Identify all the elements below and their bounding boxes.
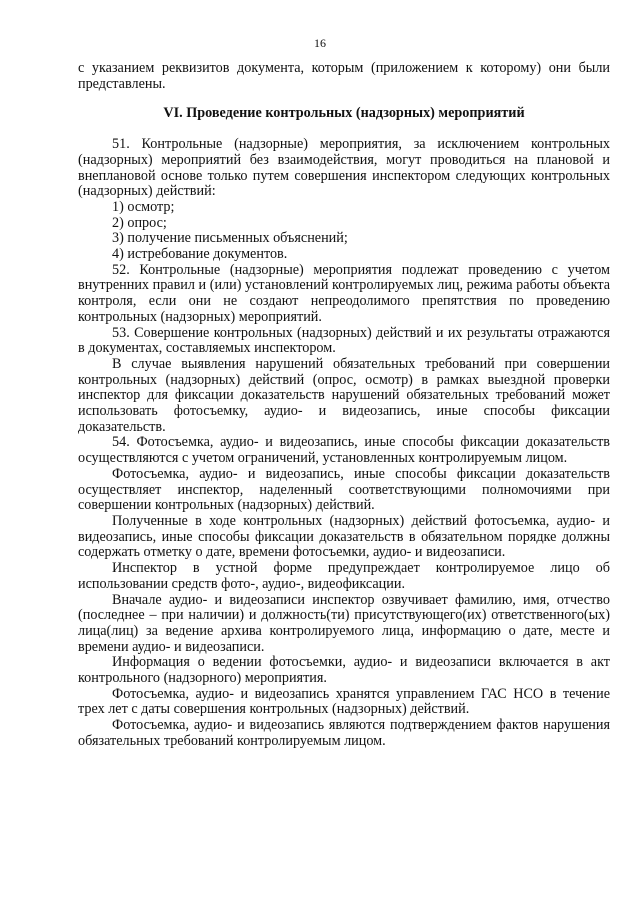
- page-number: 16: [314, 36, 326, 50]
- paragraph-54-d: Вначале аудио- и видеозаписи инспектор озвучивает фамилию, имя, отчество (последнее – при наличии) и должность(ти) присутствующего(их) ответственного(ых) лица(лиц) за ведение архива контролируемого лица, информацию о дате, месте и времени аудио- и видеозаписи.: [78, 591, 610, 655]
- paragraph-54-a: Фотосъемка, аудио- и видеозапись, иные способы фиксации доказательств осуществляет инспектор, наделенный соответствующими полномочиями при совершении контрольных (надзорных) действий.: [78, 465, 610, 514]
- list-item-4: 4) истребование документов.: [112, 246, 288, 263]
- list-item-3: 3) получение письменных объяснений;: [112, 230, 348, 247]
- paragraph-54-g: Фотосъемка, аудио- и видеозапись являются подтверждением фактов нарушения обязательных требований контролируемым лицом.: [78, 717, 610, 749]
- list-item-2: 2) опрос;: [112, 214, 167, 231]
- paragraph-54-b: Полученные в ходе контрольных (надзорных) действий фотосъемка, аудио- и видеозапись, иные способы фиксации доказательств в обязательном порядке должны содержать отметку о дате, времени фотосъемки, аудио- и видеозаписи.: [78, 512, 610, 561]
- paragraph-51: 51. Контрольные (надзорные) мероприятия, за исключением контрольных (надзорных) мероприятий без взаимодействия, могут проводиться на плановой и внеплановой основе только путем совершения инспектором следующих контрольных (надзорных) действий:: [78, 136, 610, 200]
- paragraph-54: 54. Фотосъемка, аудио- и видеозапись, иные способы фиксации доказательств осуществляются с учетом ограничений, установленных контролируемым лицом.: [78, 434, 610, 467]
- section-title: VI. Проведение контрольных (надзорных) мероприятий: [163, 105, 525, 122]
- list-item-1: 1) осмотр;: [112, 198, 175, 215]
- paragraph-54-c: Инспектор в устной форме предупреждает контролируемое лицо об использовании средств фото-, аудио-, видеофиксации.: [78, 560, 610, 592]
- paragraph-53: 53. Совершение контрольных (надзорных) действий и их результаты отражаются в документах, составляемых инспектором.: [78, 324, 610, 357]
- paragraph-52: 52. Контрольные (надзорные) мероприятия подлежат проведению с учетом внутренних правил и (или) установлений контролируемых лиц, режима работы объекта контроля, если они не создают непреодолимого препятствия по проведению контрольных (надзорных) мероприятий.: [78, 261, 610, 325]
- paragraph-54-f: Фотосъемка, аудио- и видеозапись хранятся управлением ГАС НСО в течение трех лет с даты совершения контрольных (надзорных) действий.: [78, 685, 610, 718]
- paragraph-54-e: Информация о ведении фотосъемки, аудио- и видеозаписи включается в акт контрольного (надзорного) мероприятия.: [78, 654, 610, 687]
- paragraph-53-continued: В случае выявления нарушений обязательных требований при совершении контрольных (надзорных) действий (опрос, осмотр) в рамках выездной проверки инспектор для фиксации доказательств нарушений обязательных требований может использовать фотосъемку, аудио- и видеозапись, иные способы фиксации доказательств.: [78, 355, 610, 435]
- intro-continuation: с указанием реквизитов документа, которым (приложением к которому) они были представлены.: [78, 60, 610, 92]
- document-body: [78, 61, 610, 750]
